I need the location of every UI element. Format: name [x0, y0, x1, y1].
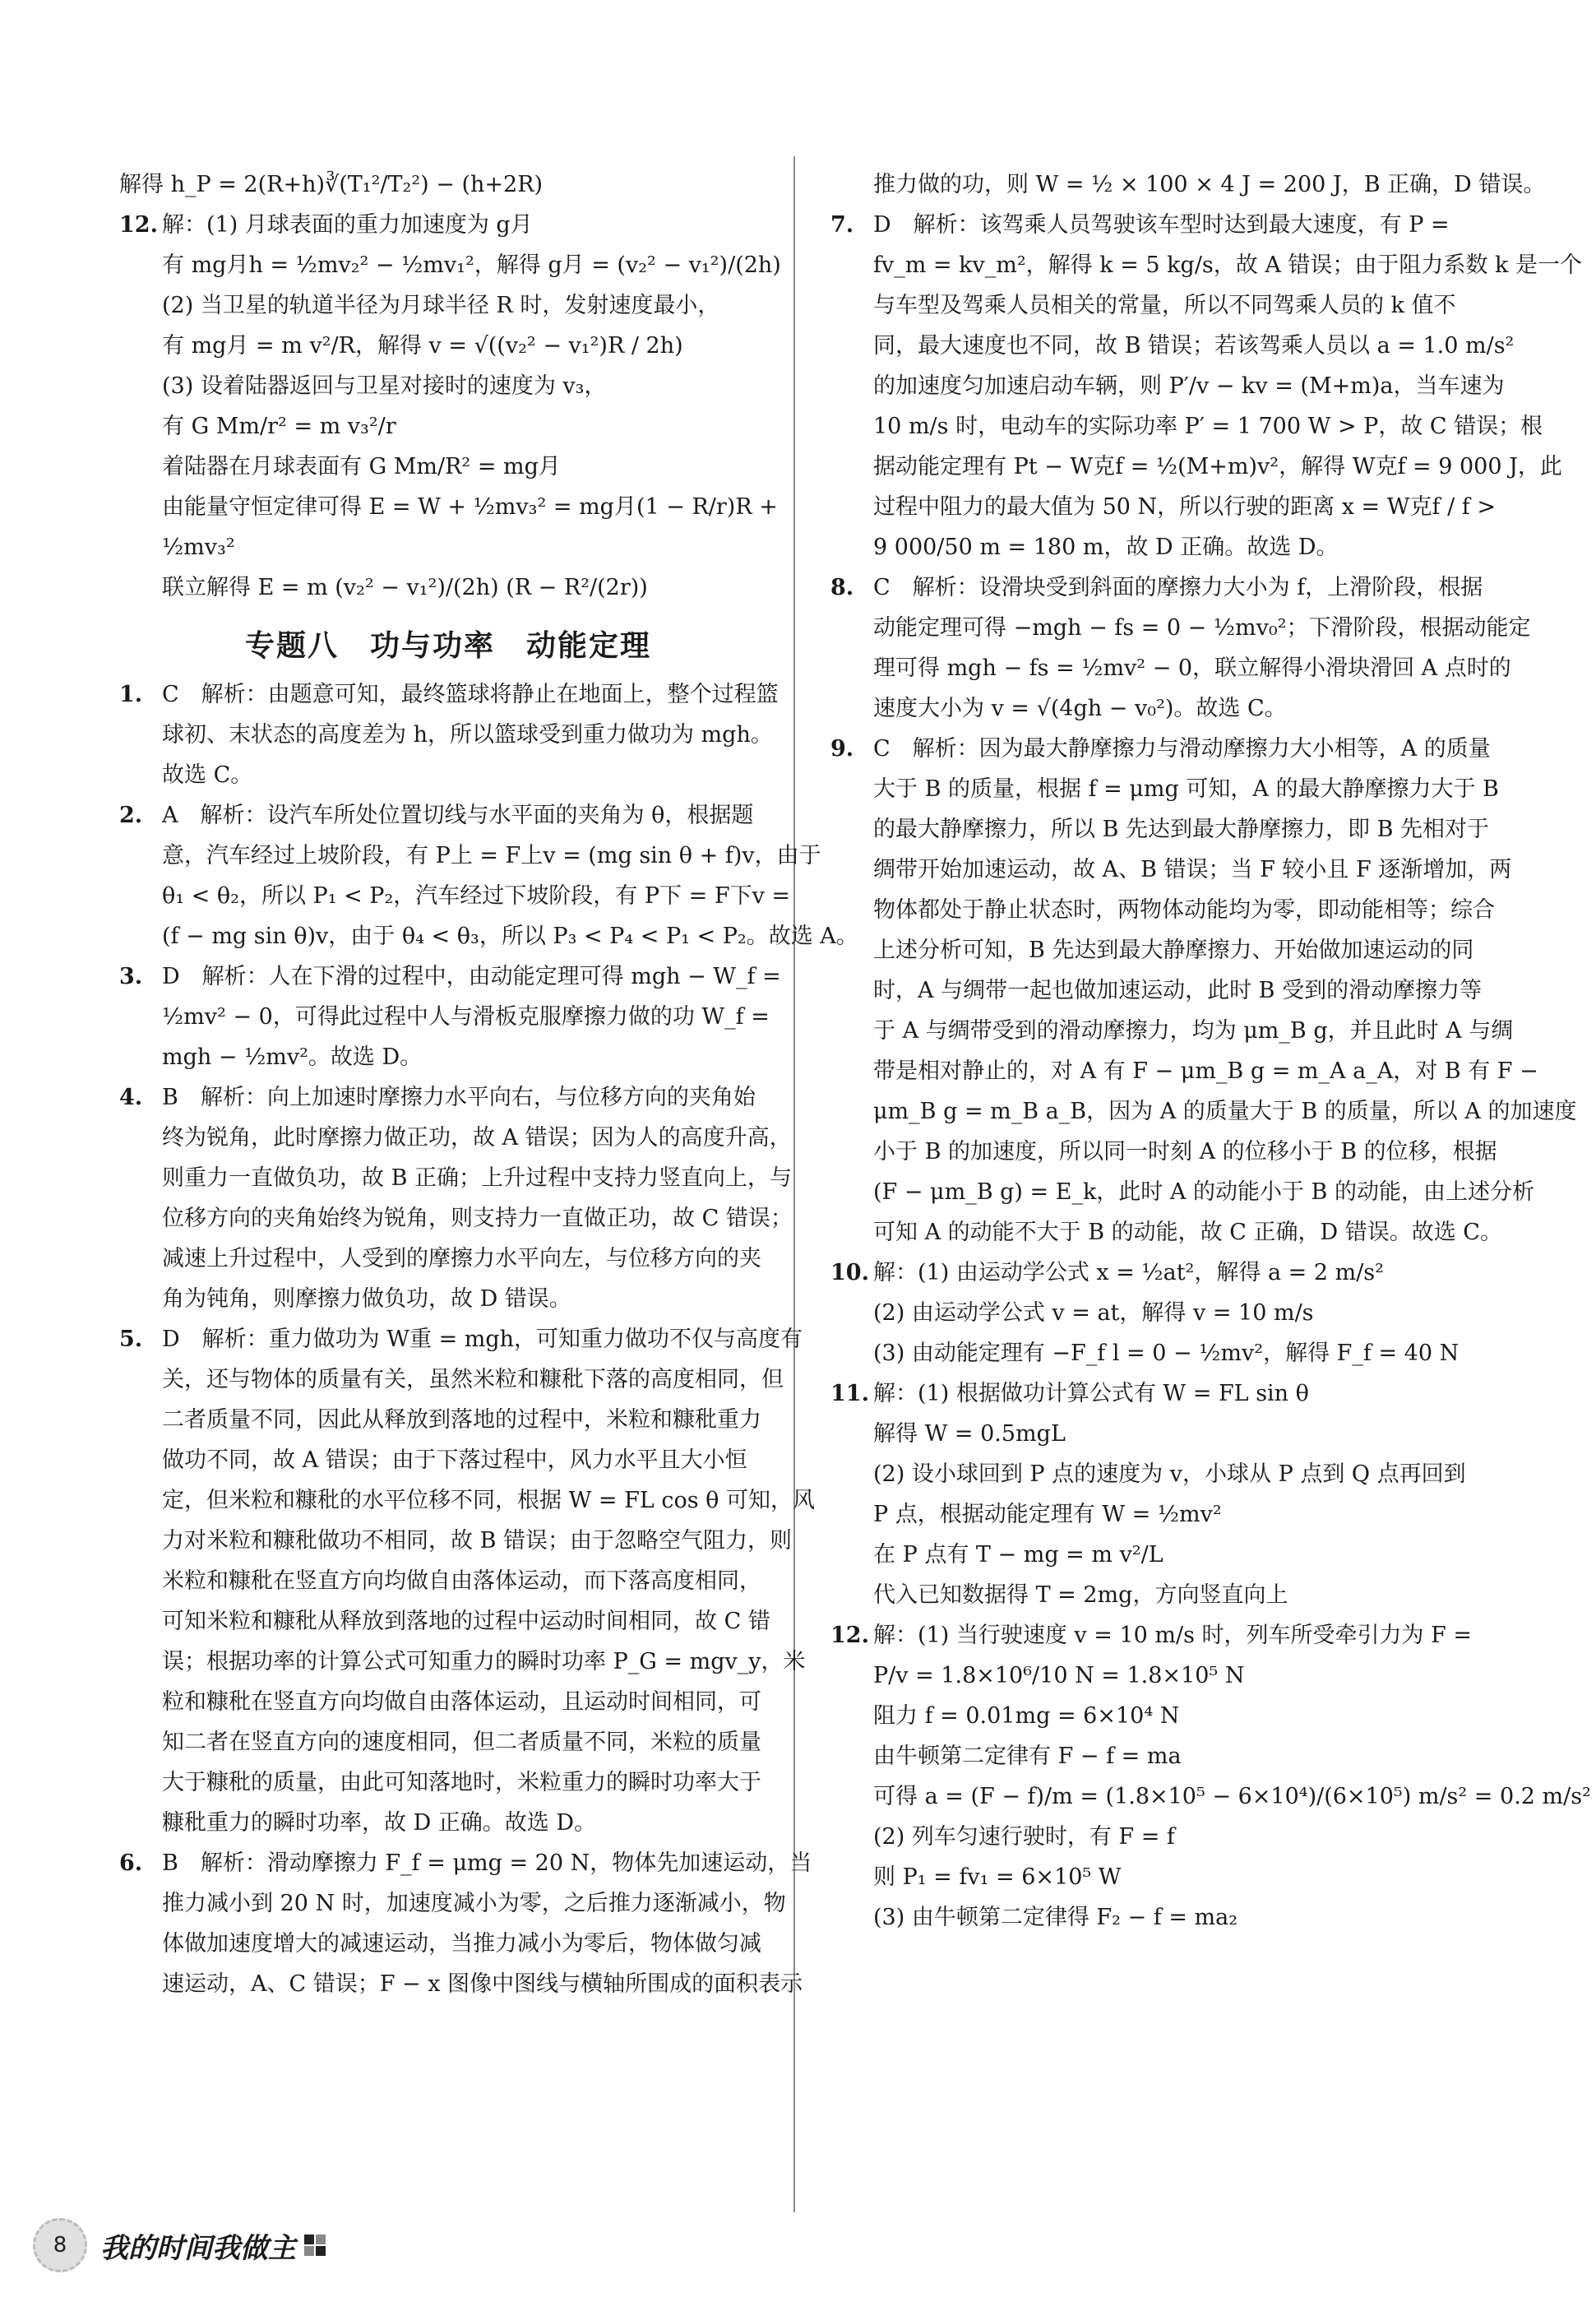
- page-number: 8: [53, 2233, 67, 2258]
- text-line: (f − mg sin θ)v，由于 θ₄ < θ₃，所以 P₃ < P₄ < P₁ < P₂。故选 A。: [162, 924, 858, 949]
- text-line: 可得 a = (F − f)/m = (1.8×10⁵ − 6×10⁴)/(6×10⁵) m/s² = 0.2 m/s²: [873, 1784, 1591, 1809]
- answer-item: [830, 729, 1577, 1253]
- text-line: 解得 h_P = 2(R+h)∛(T₁²/T₂²) − (h+2R): [119, 172, 544, 197]
- text-line: P 点，根据动能定理有 W = ½mv²: [873, 1502, 1222, 1527]
- text-line: A 解析：设汽车所处位置切线与水平面的夹角为 θ，根据题: [162, 803, 754, 828]
- answer-list: [830, 164, 1591, 1938]
- text-line: 在 P 点有 T − mg = m v²/L: [873, 1542, 1163, 1568]
- text-line: 则 P₁ = fv₁ = 6×10⁵ W: [873, 1864, 1122, 1890]
- text-line: 定，但米粒和糠秕的水平位移不同，根据 W = FL cos θ 可知，风: [162, 1488, 816, 1513]
- text-line: ½mv₃²: [162, 535, 235, 560]
- text-line: (3) 由动能定理有 −F_f l = 0 − ½mv²，解得 F_f = 40 N: [873, 1341, 1460, 1366]
- text-line: ½mv² − 0，可得此过程中人与滑板克服摩擦力做的功 W_f =: [162, 1004, 770, 1030]
- text-line: 糠秕重力的瞬时功率，故 D 正确。故选 D。: [162, 1810, 597, 1836]
- text-line: D 解析：该驾乘人员驾驶该车型时达到最大速度，有 P =: [873, 212, 1450, 238]
- text-line: 误；根据功率的计算公式可知重力的瞬时功率 P_G = mgv_y，米: [162, 1649, 806, 1674]
- text-line: 时，A 与绸带一起也做加速运动，此时 B 受到的滑动摩擦力等: [873, 978, 1483, 1003]
- text-line: 的最大静摩擦力，所以 B 先达到最大静摩擦力，即 B 先相对于: [873, 817, 1490, 842]
- answer-item: [119, 795, 858, 956]
- text-line: (2) 列车匀速行驶时，有 F = f: [873, 1824, 1175, 1850]
- text-line: B 解析：滑动摩擦力 F_f = μmg = 20 N，物体先加速运动，当: [162, 1850, 812, 1876]
- answer-item: [119, 674, 777, 795]
- text-line: 球初、末状态的高度差为 h，所以篮球受到重力做功为 mgh。: [162, 722, 773, 748]
- page-footer: [33, 2212, 326, 2278]
- item-number: 5.: [119, 1327, 143, 1352]
- text-line: 理可得 mgh − fs = ½mv² − 0，联立解得小滑块滑回 A 点时的: [873, 655, 1511, 681]
- text-line: (2) 设小球回到 P 点的速度为 v，小球从 P 点到 Q 点再回到: [873, 1461, 1466, 1487]
- item-number: 1.: [119, 682, 143, 707]
- text-line: 速运动，A、C 错误；F − x 图像中图线与横轴所围成的面积表示: [162, 1971, 803, 1997]
- text-line: C 解析：由题意可知，最终篮球将静止在地面上，整个过程篮: [162, 682, 779, 707]
- item-number: 6.: [119, 1850, 143, 1876]
- answer-item: [119, 1077, 793, 1319]
- text-line: 可知 A 的动能不大于 B 的动能，故 C 正确，D 错误。故选 C。: [873, 1220, 1502, 1245]
- text-line: 有 mg月 = m v²/R，解得 v = √((v₂² − v₁²)R / 2h): [162, 333, 683, 359]
- footer-slogan: 我的时间我做主: [100, 2231, 296, 2265]
- item-number: 2.: [119, 803, 143, 828]
- text-line: 则重力一直做负功，故 B 正确；上升过程中支持力竖直向上，与: [162, 1165, 793, 1191]
- text-line: 可知米粒和糠秕从释放到落地的过程中运动时间相同，故 C 错: [162, 1609, 770, 1634]
- text-line: 解得 W = 0.5mgL: [873, 1421, 1066, 1447]
- text-line: 动能定理可得 −mgh − fs = 0 − ½mv₀²；下滑阶段，根据动能定: [873, 615, 1531, 641]
- item-number: 9.: [830, 736, 854, 762]
- text-line: 解：(1) 当行驶速度 v = 10 m/s 时，列车所受牵引力为 F =: [873, 1623, 1473, 1648]
- item-number: 11.: [830, 1381, 869, 1406]
- text-line: 知二者在竖直方向的速度相同，但二者质量不同，米粒的质量: [162, 1730, 761, 1755]
- text-line: C 解析：设滑块受到斜面的摩擦力大小为 f，上滑阶段，根据: [873, 575, 1483, 600]
- text-line: 二者质量不同，因此从释放到落地的过程中，米粒和糠秕重力: [162, 1407, 761, 1433]
- text-line: 阻力 f = 0.01mg = 6×10⁴ N: [873, 1703, 1180, 1729]
- text-line: 10 m/s 时，电动车的实际功率 P′ = 1 700 W > P，故 C 错误；根: [873, 414, 1543, 439]
- text-line: 联立解得 E = m (v₂² − v₁²)/(2h) (R − R²/(2r)): [162, 575, 648, 600]
- text-line: 做功不同，故 A 错误；由于下落过程中，风力水平且大小恒: [162, 1447, 747, 1473]
- text-line: (2) 由运动学公式 v = at，解得 v = 10 m/s: [873, 1300, 1314, 1326]
- answer-item: [119, 205, 781, 608]
- answer-item: [830, 1615, 1591, 1938]
- text-line: 米粒和糠秕在竖直方向均做自由落体运动，而下落高度相同，: [162, 1568, 761, 1594]
- text-line: 推力做的功，则 W = ½ × 100 × 4 J = 200 J，B 正确，D 错误。: [873, 172, 1546, 197]
- text-line: D 解析：重力做功为 W重 = mgh，可知重力做功不仅与高度有: [162, 1327, 803, 1352]
- text-line: 推力减小到 20 N 时，加速度减小为零，之后推力逐渐减小，物: [162, 1891, 786, 1916]
- text-line: 有 G Mm/r² = m v₃²/r: [162, 414, 396, 439]
- answer-item: [119, 956, 781, 1077]
- text-line: 的加速度匀加速启动车辆，则 P′/v − kv = (M+m)a，当车速为: [873, 373, 1505, 399]
- text-line: (3) 设着陆器返回与卫星对接时的速度为 v₃，: [162, 373, 607, 399]
- item-number: 10.: [830, 1260, 869, 1285]
- text-line: 于 A 与绸带受到的滑动摩擦力，均为 μm_B g，并且此时 A 与绸: [873, 1018, 1514, 1044]
- text-line: 代入已知数据得 T = 2mg，方向竖直向上: [873, 1582, 1288, 1608]
- text-line: 粒和糠秕在竖直方向均做自由落体运动，且运动时间相同，可: [162, 1689, 761, 1715]
- item-number: 12.: [830, 1623, 869, 1648]
- item-number: 7.: [830, 212, 854, 238]
- text-line: 意，汽车经过上坡阶段，有 P上 = F上v = (mg sin θ + f)v，由于: [162, 843, 821, 868]
- text-line: 由能量守恒定律可得 E = W + ½mv₃² = mg月(1 − R/r)R +: [162, 494, 778, 520]
- text-line: 有 mg月h = ½mv₂² − ½mv₁²，解得 g月 = (v₂² − v₁²)/(2h): [162, 252, 781, 278]
- answer-item: [830, 205, 1582, 567]
- right-column: [830, 164, 1591, 1938]
- text-line: 大于 B 的质量，根据 f = μmg 可知，A 的最大静摩擦力大于 B: [873, 776, 1499, 802]
- text-line: 9 000/50 m = 180 m，故 D 正确。故选 D。: [873, 535, 1339, 560]
- text-line: 小于 B 的加速度，所以同一时刻 A 的位移小于 B 的位移，根据: [873, 1139, 1497, 1165]
- text-line: μm_B g = m_B a_B，因为 A 的质量大于 B 的质量，所以 A 的加速度: [873, 1099, 1577, 1124]
- text-line: 减速上升过程中，人受到的摩擦力水平向左，与位移方向的夹: [162, 1246, 761, 1271]
- text-line: 终为锐角，此时摩擦力做正功，故 A 错误；因为人的高度升高，: [162, 1125, 792, 1151]
- text-line: 绸带开始加速运动，故 A、B 错误；当 F 较小且 F 逐渐增加，两: [873, 857, 1512, 882]
- text-line: 由牛顿第二定律有 F − f = ma: [873, 1744, 1182, 1769]
- answer-item: [119, 1843, 812, 2004]
- text-line: B 解析：向上加速时摩擦力水平向右，与位移方向的夹角始: [162, 1085, 756, 1110]
- text-line: fv_m = kv_m²，解得 k = 5 kg/s，故 A 错误；由于阻力系数 k 是一个: [873, 252, 1582, 278]
- text-line: 解：(1) 月球表面的重力加速度为 g月: [162, 212, 533, 238]
- section-heading: 专题八 功与功率 动能定理: [244, 629, 651, 663]
- column-divider: [793, 156, 795, 2212]
- answer-item: [119, 1319, 816, 1843]
- text-line: 过程中阻力的最大值为 50 N，所以行驶的距离 x = W克f / f >: [873, 494, 1496, 520]
- answer-item: [830, 1373, 1488, 1615]
- text-line: 与车型及驾乘人员相关的常量，所以不同驾乘人员的 k 值不: [873, 293, 1456, 318]
- item-number: 3.: [119, 964, 143, 989]
- text-line: 带是相对静止的，对 A 有 F − μm_B g = m_A a_A，对 B 有 F −: [873, 1058, 1538, 1084]
- text-line: 故选 C。: [162, 762, 253, 788]
- text-line: 大于糠秕的质量，由此可知落地时，米粒重力的瞬时功率大于: [162, 1770, 761, 1795]
- text-line: 体做加速度增大的减速运动，当推力减小为零后，物体做匀减: [162, 1931, 761, 1957]
- answer-item: [830, 1253, 1488, 1373]
- text-line: 速度大小为 v = √(4gh − v₀²)。故选 C。: [873, 696, 1287, 721]
- gear-icon: [33, 2218, 87, 2272]
- text-line: 位移方向的夹角始终为锐角，则支持力一直做正功，故 C 错误；: [162, 1206, 793, 1231]
- text-line: 上述分析可知，B 先达到最大静摩擦力、开始做加速运动的同: [873, 938, 1474, 963]
- text-line: (2) 当卫星的轨道半径为月球半径 R 时，发射速度最小，: [162, 293, 720, 318]
- item-number: 4.: [119, 1085, 143, 1110]
- text-line: 解：(1) 由运动学公式 x = ½at²，解得 a = 2 m/s²: [873, 1260, 1384, 1285]
- item-number: 12.: [119, 212, 158, 238]
- text-line: 解：(1) 根据做功计算公式有 W = FL sin θ: [873, 1381, 1309, 1406]
- text-line: (F − μm_B g) = E_k，此时 A 的动能小于 B 的动能，由上述分析: [873, 1179, 1534, 1205]
- item-number: 8.: [830, 575, 854, 600]
- text-line: 据动能定理有 Pt − W克f = ½(M+m)v²，解得 W克f = 9 000 J，此: [873, 454, 1562, 479]
- checker-icon: [304, 2235, 326, 2256]
- text-line: (3) 由牛顿第二定律得 F₂ − f = ma₂: [873, 1905, 1238, 1930]
- text-line: 力对米粒和糠秕做功不相同，故 B 错误；由于忽略空气阻力，则: [162, 1528, 793, 1554]
- answer-item: [830, 164, 1546, 205]
- text-line: 同，最大速度也不同，故 B 错误；若该驾乘人员以 a = 1.0 m/s²: [873, 333, 1515, 359]
- text-line: 物体都处于静止状态时，两物体动能均为零，即动能相等；综合: [873, 897, 1495, 923]
- text-line: 着陆器在月球表面有 G Mm/R² = mg月: [162, 454, 561, 479]
- text-line: 关，还与物体的质量有关，虽然米粒和糠秕下落的高度相同，但: [162, 1367, 784, 1392]
- text-line: P/v = 1.8×10⁶/10 N = 1.8×10⁵ N: [873, 1663, 1245, 1688]
- answer-item: [830, 567, 1531, 729]
- text-line: θ₁ < θ₂，所以 P₁ < P₂，汽车经过下坡阶段，有 P下 = F下v =: [162, 883, 791, 909]
- text-line: D 解析：人在下滑的过程中，由动能定理可得 mgh − W_f =: [162, 964, 781, 989]
- text-line: C 解析：因为最大静摩擦力与滑动摩擦力大小相等，A 的质量: [873, 736, 1491, 762]
- text-line: 角为钝角，则摩擦力做负功，故 D 错误。: [162, 1286, 571, 1312]
- text-line: mgh − ½mv²。故选 D。: [162, 1044, 423, 1070]
